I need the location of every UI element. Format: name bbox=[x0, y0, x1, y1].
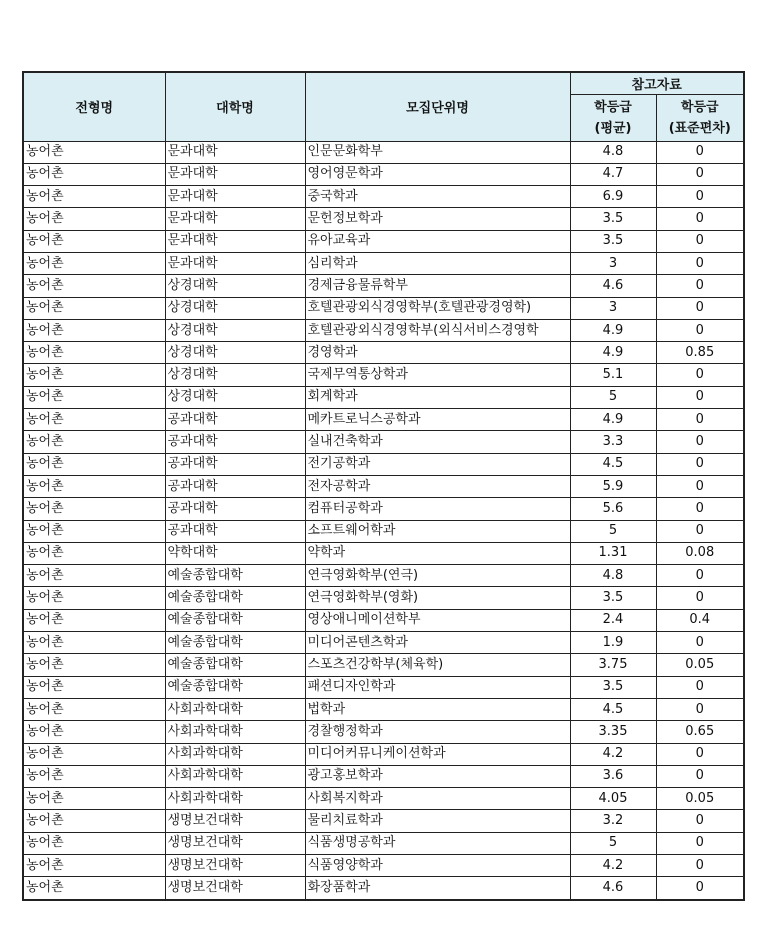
type-cell: 농어촌 bbox=[23, 364, 165, 386]
college-cell: 생명보건대학 bbox=[165, 810, 305, 832]
grade-average-cell: 4.8 bbox=[570, 141, 656, 163]
grade-average-cell: 3.5 bbox=[570, 587, 656, 609]
college-cell: 예술종합대학 bbox=[165, 654, 305, 676]
type-cell: 농어촌 bbox=[23, 319, 165, 341]
college-cell: 사회과학대학 bbox=[165, 721, 305, 743]
unit-cell: 물리치료학과 bbox=[305, 810, 570, 832]
type-cell: 농어촌 bbox=[23, 163, 165, 185]
grade-stddev-cell: 0 bbox=[656, 810, 744, 832]
header-grade-stddev-line1: 학등급 bbox=[680, 99, 719, 115]
type-cell: 농어촌 bbox=[23, 186, 165, 208]
unit-cell: 실내건축학과 bbox=[305, 431, 570, 453]
grade-stddev-cell: 0 bbox=[656, 520, 744, 542]
grade-stddev-cell: 0 bbox=[656, 230, 744, 252]
college-cell: 사회과학대학 bbox=[165, 765, 305, 787]
table-row bbox=[23, 632, 744, 654]
grade-average-cell: 4.6 bbox=[570, 877, 656, 900]
unit-cell: 식품영양학과 bbox=[305, 855, 570, 877]
college-cell: 사회과학대학 bbox=[165, 743, 305, 765]
grade-stddev-cell: 0.08 bbox=[656, 542, 744, 564]
unit-cell: 회계학과 bbox=[305, 386, 570, 408]
college-cell: 문과대학 bbox=[165, 186, 305, 208]
grade-stddev-cell: 0 bbox=[656, 855, 744, 877]
college-cell: 생명보건대학 bbox=[165, 832, 305, 854]
grade-stddev-cell: 0 bbox=[656, 632, 744, 654]
unit-cell: 영상애니메이션학부 bbox=[305, 609, 570, 631]
unit-cell: 식품생명공학과 bbox=[305, 832, 570, 854]
grade-average-cell: 3.35 bbox=[570, 721, 656, 743]
type-cell: 농어촌 bbox=[23, 475, 165, 497]
college-cell: 공과대학 bbox=[165, 409, 305, 431]
grade-stddev-cell: 0 bbox=[656, 319, 744, 341]
header-college: 대학명 bbox=[165, 72, 305, 141]
grade-average-cell: 4.8 bbox=[570, 565, 656, 587]
type-cell: 농어촌 bbox=[23, 252, 165, 274]
grade-average-cell: 4.9 bbox=[570, 319, 656, 341]
college-cell: 사회과학대학 bbox=[165, 698, 305, 720]
grade-stddev-cell: 0.85 bbox=[656, 342, 744, 364]
college-cell: 공과대학 bbox=[165, 453, 305, 475]
grade-stddev-cell: 0.05 bbox=[656, 788, 744, 810]
type-cell: 농어촌 bbox=[23, 208, 165, 230]
grade-stddev-cell: 0 bbox=[656, 141, 744, 163]
table-row bbox=[23, 565, 744, 587]
college-cell: 상경대학 bbox=[165, 297, 305, 319]
table-body bbox=[23, 141, 744, 900]
unit-cell: 스포츠건강학부(체육학) bbox=[305, 654, 570, 676]
table-row bbox=[23, 475, 744, 497]
college-cell: 상경대학 bbox=[165, 342, 305, 364]
college-cell: 문과대학 bbox=[165, 141, 305, 163]
grade-average-cell: 1.9 bbox=[570, 632, 656, 654]
grade-average-cell: 5 bbox=[570, 386, 656, 408]
grade-average-cell: 5 bbox=[570, 832, 656, 854]
table-row bbox=[23, 342, 744, 364]
header-grade-average bbox=[570, 94, 656, 141]
table-row bbox=[23, 186, 744, 208]
table-row bbox=[23, 877, 744, 900]
type-cell: 농어촌 bbox=[23, 721, 165, 743]
college-cell: 예술종합대학 bbox=[165, 587, 305, 609]
table-row bbox=[23, 542, 744, 564]
table-row bbox=[23, 788, 744, 810]
table-row bbox=[23, 319, 744, 341]
table-row bbox=[23, 832, 744, 854]
college-cell: 상경대학 bbox=[165, 364, 305, 386]
type-cell: 농어촌 bbox=[23, 832, 165, 854]
type-cell: 농어촌 bbox=[23, 810, 165, 832]
grade-stddev-cell: 0 bbox=[656, 475, 744, 497]
table-row bbox=[23, 498, 744, 520]
college-cell: 생명보건대학 bbox=[165, 877, 305, 900]
type-cell: 농어촌 bbox=[23, 565, 165, 587]
college-cell: 상경대학 bbox=[165, 386, 305, 408]
grade-stddev-cell: 0 bbox=[656, 364, 744, 386]
type-cell: 농어촌 bbox=[23, 632, 165, 654]
unit-cell: 호텔관광외식경영학부(호텔관광경영학) bbox=[305, 297, 570, 319]
type-cell: 농어촌 bbox=[23, 654, 165, 676]
type-cell: 농어촌 bbox=[23, 409, 165, 431]
table-row bbox=[23, 855, 744, 877]
header-reference-group: 참고자료 bbox=[570, 72, 744, 94]
type-cell: 농어촌 bbox=[23, 498, 165, 520]
grade-average-cell: 4.9 bbox=[570, 342, 656, 364]
college-cell: 문과대학 bbox=[165, 208, 305, 230]
grade-stddev-cell: 0 bbox=[656, 676, 744, 698]
type-cell: 농어촌 bbox=[23, 297, 165, 319]
grade-average-cell: 5.6 bbox=[570, 498, 656, 520]
unit-cell: 미디어커뮤니케이션학과 bbox=[305, 743, 570, 765]
table-row bbox=[23, 587, 744, 609]
grade-average-cell: 3.6 bbox=[570, 765, 656, 787]
grade-stddev-cell: 0 bbox=[656, 743, 744, 765]
grade-stddev-cell: 0.05 bbox=[656, 654, 744, 676]
college-cell: 문과대학 bbox=[165, 252, 305, 274]
type-cell: 농어촌 bbox=[23, 698, 165, 720]
unit-cell: 호텔관광외식경영학부(외식서비스경영학 bbox=[305, 319, 570, 341]
college-cell: 문과대학 bbox=[165, 230, 305, 252]
unit-cell: 연극영화학부(연극) bbox=[305, 565, 570, 587]
college-cell: 공과대학 bbox=[165, 431, 305, 453]
table-row bbox=[23, 431, 744, 453]
grade-stddev-cell: 0 bbox=[656, 208, 744, 230]
type-cell: 농어촌 bbox=[23, 788, 165, 810]
college-cell: 생명보건대학 bbox=[165, 855, 305, 877]
grade-stddev-cell: 0 bbox=[656, 698, 744, 720]
grade-stddev-cell: 0 bbox=[656, 163, 744, 185]
unit-cell: 영어영문학과 bbox=[305, 163, 570, 185]
grade-stddev-cell: 0.65 bbox=[656, 721, 744, 743]
table-row bbox=[23, 409, 744, 431]
type-cell: 농어촌 bbox=[23, 587, 165, 609]
type-cell: 농어촌 bbox=[23, 230, 165, 252]
unit-cell: 미디어콘텐츠학과 bbox=[305, 632, 570, 654]
grade-stddev-cell: 0 bbox=[656, 453, 744, 475]
college-cell: 문과대학 bbox=[165, 163, 305, 185]
grade-average-cell: 6.9 bbox=[570, 186, 656, 208]
type-cell: 농어촌 bbox=[23, 765, 165, 787]
college-cell: 예술종합대학 bbox=[165, 565, 305, 587]
unit-cell: 연극영화학부(영화) bbox=[305, 587, 570, 609]
table-row bbox=[23, 453, 744, 475]
table-row bbox=[23, 743, 744, 765]
unit-cell: 소프트웨어학과 bbox=[305, 520, 570, 542]
grade-stddev-cell: 0 bbox=[656, 409, 744, 431]
college-cell: 약학대학 bbox=[165, 542, 305, 564]
grade-average-cell: 4.05 bbox=[570, 788, 656, 810]
grade-stddev-cell: 0 bbox=[656, 832, 744, 854]
unit-cell: 경영학과 bbox=[305, 342, 570, 364]
type-cell: 농어촌 bbox=[23, 855, 165, 877]
grade-average-cell: 3.2 bbox=[570, 810, 656, 832]
table-row bbox=[23, 676, 744, 698]
unit-cell: 문헌정보학과 bbox=[305, 208, 570, 230]
table-row bbox=[23, 297, 744, 319]
grade-stddev-cell: 0 bbox=[656, 297, 744, 319]
unit-cell: 패션디자인학과 bbox=[305, 676, 570, 698]
unit-cell: 경제금융물류학부 bbox=[305, 275, 570, 297]
unit-cell: 국제무역통상학과 bbox=[305, 364, 570, 386]
type-cell: 농어촌 bbox=[23, 431, 165, 453]
grade-stddev-cell: 0 bbox=[656, 587, 744, 609]
table-row bbox=[23, 275, 744, 297]
grade-average-cell: 3.5 bbox=[570, 230, 656, 252]
unit-cell: 광고홍보학과 bbox=[305, 765, 570, 787]
grade-stddev-cell: 0 bbox=[656, 186, 744, 208]
grade-stddev-cell: 0 bbox=[656, 431, 744, 453]
table-row bbox=[23, 698, 744, 720]
type-cell: 농어촌 bbox=[23, 877, 165, 900]
unit-cell: 경찰행정학과 bbox=[305, 721, 570, 743]
unit-cell: 약학과 bbox=[305, 542, 570, 564]
unit-cell: 전기공학과 bbox=[305, 453, 570, 475]
type-cell: 농어촌 bbox=[23, 141, 165, 163]
type-cell: 농어촌 bbox=[23, 275, 165, 297]
type-cell: 농어촌 bbox=[23, 542, 165, 564]
table-row bbox=[23, 810, 744, 832]
unit-cell: 사회복지학과 bbox=[305, 788, 570, 810]
grade-average-cell: 3.5 bbox=[570, 208, 656, 230]
grade-average-cell: 3.75 bbox=[570, 654, 656, 676]
college-cell: 사회과학대학 bbox=[165, 788, 305, 810]
college-cell: 예술종합대학 bbox=[165, 609, 305, 631]
grade-average-cell: 1.31 bbox=[570, 542, 656, 564]
grade-average-cell: 5.9 bbox=[570, 475, 656, 497]
table-row bbox=[23, 520, 744, 542]
college-cell: 상경대학 bbox=[165, 319, 305, 341]
grade-stddev-cell: 0 bbox=[656, 275, 744, 297]
table-row bbox=[23, 364, 744, 386]
grade-average-cell: 3 bbox=[570, 297, 656, 319]
grade-average-cell: 3.5 bbox=[570, 676, 656, 698]
header-grade-average-line2: (평균) bbox=[594, 120, 632, 136]
type-cell: 농어촌 bbox=[23, 342, 165, 364]
type-cell: 농어촌 bbox=[23, 453, 165, 475]
type-cell: 농어촌 bbox=[23, 520, 165, 542]
grade-average-cell: 4.9 bbox=[570, 409, 656, 431]
unit-cell: 중국학과 bbox=[305, 186, 570, 208]
type-cell: 농어촌 bbox=[23, 386, 165, 408]
unit-cell: 컴퓨터공학과 bbox=[305, 498, 570, 520]
college-cell: 공과대학 bbox=[165, 475, 305, 497]
table-row bbox=[23, 208, 744, 230]
college-cell: 예술종합대학 bbox=[165, 676, 305, 698]
table-row bbox=[23, 765, 744, 787]
grade-average-cell: 4.2 bbox=[570, 855, 656, 877]
grade-stddev-cell: 0 bbox=[656, 565, 744, 587]
type-cell: 농어촌 bbox=[23, 676, 165, 698]
college-cell: 공과대학 bbox=[165, 498, 305, 520]
type-cell: 농어촌 bbox=[23, 609, 165, 631]
unit-cell: 유아교육과 bbox=[305, 230, 570, 252]
grade-average-cell: 4.7 bbox=[570, 163, 656, 185]
table-row bbox=[23, 163, 744, 185]
grade-average-cell: 5.1 bbox=[570, 364, 656, 386]
grade-stddev-cell: 0.4 bbox=[656, 609, 744, 631]
grade-average-cell: 4.2 bbox=[570, 743, 656, 765]
type-cell: 농어촌 bbox=[23, 743, 165, 765]
unit-cell: 인문문화학부 bbox=[305, 141, 570, 163]
grade-average-cell: 4.5 bbox=[570, 698, 656, 720]
grade-average-cell: 2.4 bbox=[570, 609, 656, 631]
header-grade-stddev-line2: (표준편차) bbox=[668, 120, 731, 136]
header-grade-average-line1: 학등급 bbox=[594, 99, 632, 115]
table-row bbox=[23, 252, 744, 274]
unit-cell: 전자공학과 bbox=[305, 475, 570, 497]
grade-stddev-cell: 0 bbox=[656, 252, 744, 274]
grade-stddev-cell: 0 bbox=[656, 765, 744, 787]
grade-average-cell: 4.6 bbox=[570, 275, 656, 297]
unit-cell: 화장품학과 bbox=[305, 877, 570, 900]
college-cell: 공과대학 bbox=[165, 520, 305, 542]
college-cell: 예술종합대학 bbox=[165, 632, 305, 654]
table-row bbox=[23, 141, 744, 163]
table-row bbox=[23, 654, 744, 676]
grade-stddev-cell: 0 bbox=[656, 877, 744, 900]
unit-cell: 심리학과 bbox=[305, 252, 570, 274]
header-type: 전형명 bbox=[23, 72, 165, 141]
grade-average-cell: 4.5 bbox=[570, 453, 656, 475]
table-row bbox=[23, 230, 744, 252]
table-row bbox=[23, 386, 744, 408]
grade-average-cell: 3 bbox=[570, 252, 656, 274]
table-row bbox=[23, 609, 744, 631]
header-grade-stddev bbox=[656, 94, 744, 141]
grade-average-cell: 5 bbox=[570, 520, 656, 542]
admission-grade-table bbox=[22, 71, 745, 901]
unit-cell: 메카트로닉스공학과 bbox=[305, 409, 570, 431]
grade-stddev-cell: 0 bbox=[656, 498, 744, 520]
header-unit: 모집단위명 bbox=[305, 72, 570, 141]
grade-stddev-cell: 0 bbox=[656, 386, 744, 408]
college-cell: 상경대학 bbox=[165, 275, 305, 297]
table-row bbox=[23, 721, 744, 743]
grade-average-cell: 3.3 bbox=[570, 431, 656, 453]
unit-cell: 법학과 bbox=[305, 698, 570, 720]
